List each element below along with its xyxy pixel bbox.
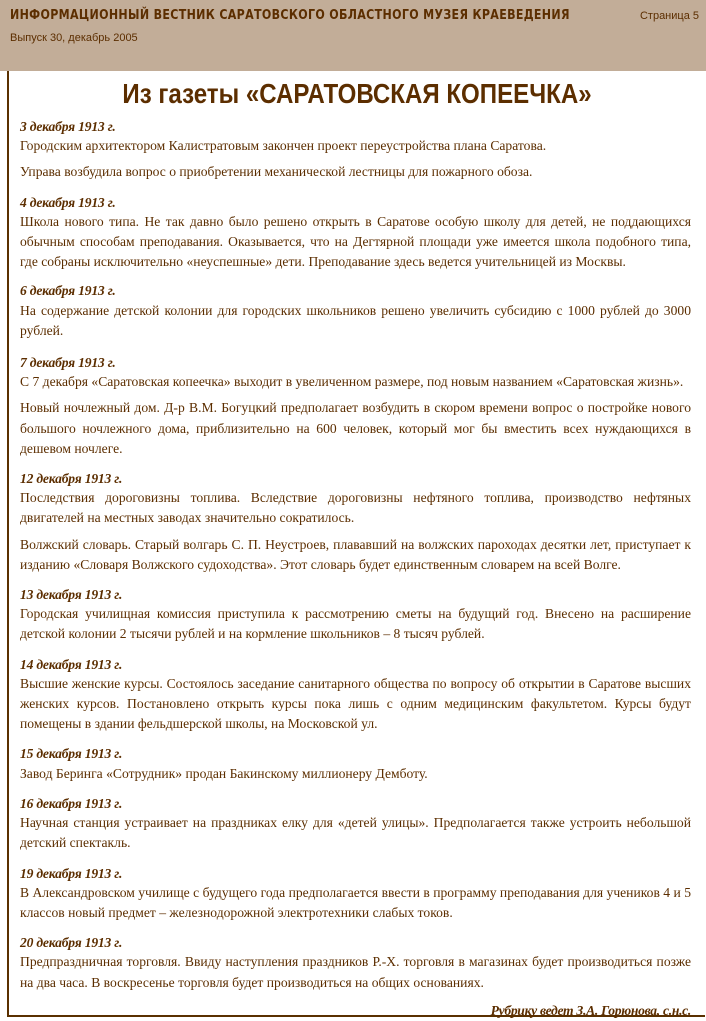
news-entry [20, 585, 691, 645]
column-signature: Рубрику ведет З.А. Горюнова, с.н.с. [490, 1002, 691, 1018]
page-header [0, 0, 706, 71]
article-body [7, 71, 705, 1017]
entry-paragraph: Предпраздничная торговля. Ввиду наступления праздников Р.-Х. торговля в магазинах будет производиться позже на два часа. В воскресенье торговля будет производиться на общих основаниях. [20, 954, 691, 990]
entry-date: 19 декабря 1913 г. [20, 865, 123, 881]
news-entry [20, 469, 691, 575]
entry-paragraph: На содержание детской колонии для городских школьников решено увеличить субсидию с 1000 рублей до 3000 рублей. [20, 302, 691, 338]
entry-paragraph: В Александровском училище с будущего года предполагается ввести в программу преподавания для учеников 4 и 5 классов новый предмет – железнодорожной электротехники слабых токов. [20, 884, 691, 920]
news-entry [20, 281, 691, 341]
entry-paragraph: Завод Беринга «Сотрудник» продан Бакинскому миллионеру Демботу. [20, 765, 428, 781]
entry-paragraph: С 7 декабря «Саратовская копеечка» выходит в увеличенном размере, под новым названием «Саратовская жизнь». [20, 374, 684, 390]
entry-paragraph: Школа нового типа. Не так давно было решено открыть в Саратове особую школу для детей, не поддающихся обычным способам преподавания. Оказывается, что на Дегтярной площади уже имеется школа подобного типа, где собраны исключительно «неуспешные» дети. Преподавание здесь ведется учительницей из Москвы. [20, 213, 691, 270]
news-entry [20, 744, 691, 783]
entry-paragraph: Городским архитектором Калистратовым закончен проект переустройства плана Саратова. [20, 138, 547, 154]
news-entry [20, 655, 691, 735]
entry-date: 14 декабря 1913 г. [20, 656, 123, 672]
entry-date: 20 декабря 1913 г. [20, 935, 123, 951]
entry-date: 7 декабря 1913 г. [20, 355, 116, 371]
entry-paragraph: Управа возбудила вопрос о приобретении механической лестницы для пожарного обоза. [20, 164, 533, 180]
entry-date: 3 декабря 1913 г. [20, 119, 116, 134]
page-number: Страница 5 [639, 10, 699, 22]
entry-date: 6 декабря 1913 г. [20, 283, 116, 299]
article-title: Из газеты «САРАТОВСКАЯ КОПЕЕЧКА» [122, 78, 592, 109]
masthead-title: ИНФОРМАЦИОННЫЙ ВЕСТНИК САРАТОВСКОГО ОБЛАСТНОГО МУЗЕЯ КРАЕВЕДЕНИЯ [10, 7, 570, 23]
entry-date: 16 декабря 1913 г. [20, 795, 123, 811]
entry-paragraph: Высшие женские курсы. Состоялось заседание санитарного общества по вопросу об открытии в Саратове высших женских курсов. Постановлено открыть курсы пока лишь с одним медицинским факультетом. Курсы будут помещены в здании фельдшерской школы, на Московской ул. [20, 675, 691, 732]
entry-paragraph: Последствия дороговизны топлива. Вследствие дороговизны нефтяного топлива, производство нефтяных двигателей на местных заводах значительно сократилось. [20, 490, 691, 526]
article-entries [20, 117, 691, 1021]
entry-paragraph: Новый ночлежный дом. Д-р В.М. Богуцкий предполагает возбудить в скором времени вопрос о постройке нового большого ночлежного дома, приблизительно на 600 человек, который мог бы вместить всех нуждающихся в дешевом ночлеге. [20, 400, 691, 456]
entry-date: 15 декабря 1913 г. [20, 746, 123, 762]
entry-paragraph: Научная станция устраивает на праздниках елку для «детей улицы». Предполагается также устроить небольшой детский спектакль. [20, 815, 691, 851]
news-entry [20, 117, 691, 183]
news-entry [20, 193, 691, 273]
news-entry [20, 864, 691, 924]
entry-date: 12 декабря 1913 г. [20, 471, 123, 487]
news-entry [20, 933, 691, 993]
news-entry [20, 794, 691, 854]
news-entry [20, 353, 691, 459]
entry-date: 4 декабря 1913 г. [20, 194, 116, 210]
entry-paragraph: Волжский словарь. Старый волгарь С. П. Неустроев, плававший на волжских пароходах десятки лет, приступает к изданию «Словаря Волжского судоходства». Этот словарь будет единственным словарем на всей Волге. [20, 536, 691, 572]
entry-date: 13 декабря 1913 г. [20, 587, 123, 603]
entry-paragraph: Городская училищная комиссия приступила к рассмотрению сметы на будущий год. Внесено на расширение детской колонии 2 тысячи рублей и на кормление школьников – 8 тысяч рублей. [20, 606, 691, 642]
issue-label: Выпуск 30, декабрь 2005 [10, 32, 138, 44]
